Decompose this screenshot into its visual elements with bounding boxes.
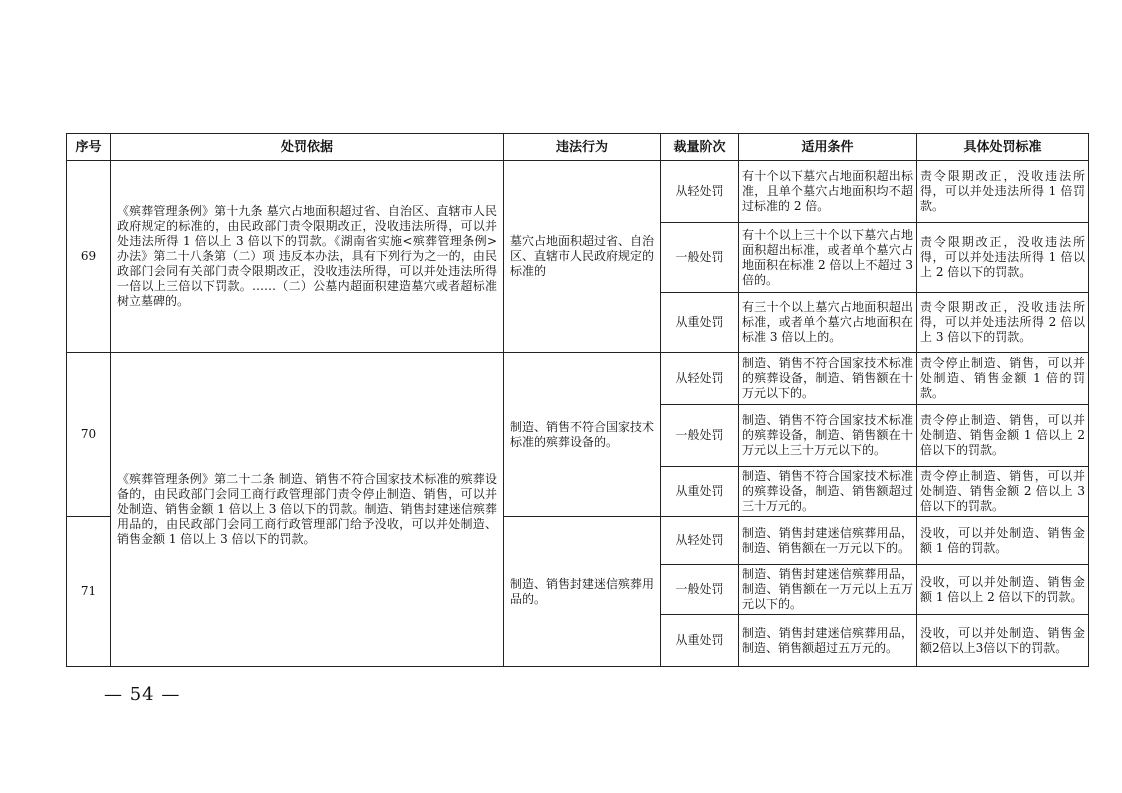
row69-condition-3: 有三十个以上墓穴占地面积超出标准，或者单个墓穴占地面积在标准 3 倍以上的。 bbox=[739, 293, 917, 353]
row70-level-2: 一般处罚 bbox=[661, 405, 739, 467]
row69-level-2: 一般处罚 bbox=[661, 223, 739, 293]
row69-condition-1: 有十个以下墓穴占地面积超出标准，且单个墓穴占地面积均不超过标准的 2 倍。 bbox=[739, 161, 917, 223]
row69-level-3: 从重处罚 bbox=[661, 293, 739, 353]
row71-level-3: 从重处罚 bbox=[661, 615, 739, 667]
row70-behavior: 制造、销售不符合国家技术标准的殡葬设备的。 bbox=[504, 353, 661, 517]
row70-seq: 70 bbox=[67, 353, 111, 517]
header-standard: 具体处罚标准 bbox=[917, 134, 1089, 161]
row71-seq: 71 bbox=[67, 517, 111, 667]
penalty-table bbox=[66, 133, 1089, 667]
row71-condition-3: 制造、销售封建迷信殡葬用品，制造、销售额超过五万元的。 bbox=[739, 615, 917, 667]
table-header-row bbox=[67, 134, 1089, 161]
row70-condition-3: 制造、销售不符合国家技术标准的殡葬设备，制造、销售额超过三十万元的。 bbox=[739, 467, 917, 517]
row71-behavior: 制造、销售封建迷信殡葬用品的。 bbox=[504, 517, 661, 667]
row71-level-1: 从轻处罚 bbox=[661, 517, 739, 565]
row71-standard-1: 没收，可以并处制造、销售金额 1 倍的罚款。 bbox=[917, 517, 1089, 565]
row69-standard-2: 责令限期改正，没收违法所得，可以并处违法所得 1 倍以上 2 倍以下的罚款。 bbox=[917, 223, 1089, 293]
row69-standard-3: 责令限期改正，没收违法所得，可以并处违法所得 2 倍以上 3 倍以下的罚款。 bbox=[917, 293, 1089, 353]
row69-level-1: 从轻处罚 bbox=[661, 161, 739, 223]
header-behavior: 违法行为 bbox=[504, 134, 661, 161]
header-seq: 序号 bbox=[67, 134, 111, 161]
row71-level-2: 一般处罚 bbox=[661, 565, 739, 615]
row70-standard-1: 责令停止制造、销售，可以并处制造、销售金额 1 倍的罚款。 bbox=[917, 353, 1089, 405]
row71-standard-3: 没收，可以并处制造、销售金额2倍以上3倍以下的罚款。 bbox=[917, 615, 1089, 667]
row69-basis: 《殡葬管理条例》第十九条 墓穴占地面积超过省、自治区、直辖市人民政府规定的标准的，由民政部门责令限期改正，没收违法所得，可以并处违法所得 1 倍以上 3 倍以下的罚款。《湖南省实施<殡葬管理条例>办法》第二十八条第（二）项 违反本办法，具有下列行为之一的，由民政部门会同有关部门责令限期改正，没收违法所得，可以并处违法所得一倍以上三倍以下罚款。……（二）公墓内超面积建造墓穴或者超标准树立墓碑的。 bbox=[111, 161, 504, 353]
header-basis: 处罚依据 bbox=[111, 134, 504, 161]
table-row bbox=[67, 353, 1089, 405]
row70-condition-1: 制造、销售不符合国家技术标准的殡葬设备，制造、销售额在十万元以下的。 bbox=[739, 353, 917, 405]
row70-condition-2: 制造、销售不符合国家技术标准的殡葬设备，制造、销售额在十万元以上三十万元以下的。 bbox=[739, 405, 917, 467]
header-condition: 适用条件 bbox=[739, 134, 917, 161]
row69-condition-2: 有十个以上三十个以下墓穴占地面积超出标准，或者单个墓穴占地面积在标准 2 倍以上不超过 3 倍的。 bbox=[739, 223, 917, 293]
header-level: 裁量阶次 bbox=[661, 134, 739, 161]
row70-standard-3: 责令停止制造、销售，可以并处制造、销售金额 2 倍以上 3 倍以下的罚款。 bbox=[917, 467, 1089, 517]
row69-standard-1: 责令限期改正，没收违法所得，可以并处违法所得 1 倍罚款。 bbox=[917, 161, 1089, 223]
row71-condition-1: 制造、销售封建迷信殡葬用品，制造、销售额在一万元以下的。 bbox=[739, 517, 917, 565]
row69-seq: 69 bbox=[67, 161, 111, 353]
row71-standard-2: 没收，可以并处制造、销售金额 1 倍以上 2 倍以下的罚款。 bbox=[917, 565, 1089, 615]
row70-level-1: 从轻处罚 bbox=[661, 353, 739, 405]
row69-behavior: 墓穴占地面积超过省、自治区、直辖市人民政府规定的标准的 bbox=[504, 161, 661, 353]
page-number: — 54 — bbox=[104, 684, 181, 705]
row71-condition-2: 制造、销售封建迷信殡葬用品，制造、销售额在一万元以上五万元以下的。 bbox=[739, 565, 917, 615]
table-row bbox=[67, 161, 1089, 223]
row70-standard-2: 责令停止制造、销售，可以并处制造、销售金额 1 倍以上 2 倍以下的罚款。 bbox=[917, 405, 1089, 467]
row70-71-basis: 《殡葬管理条例》第二十二条 制造、销售不符合国家技术标准的殡葬设备的，由民政部门会同工商行政管理部门责令停止制造、销售，可以并处制造、销售金额 1 倍以上 3 倍以下的罚款。制造、销售封建迷信殡葬用品的，由民政部门会同工商行政管理部门给予没收，可以并处制造、销售金额 1 倍以上 3 倍以下的罚款。 bbox=[111, 353, 504, 667]
row70-level-3: 从重处罚 bbox=[661, 467, 739, 517]
